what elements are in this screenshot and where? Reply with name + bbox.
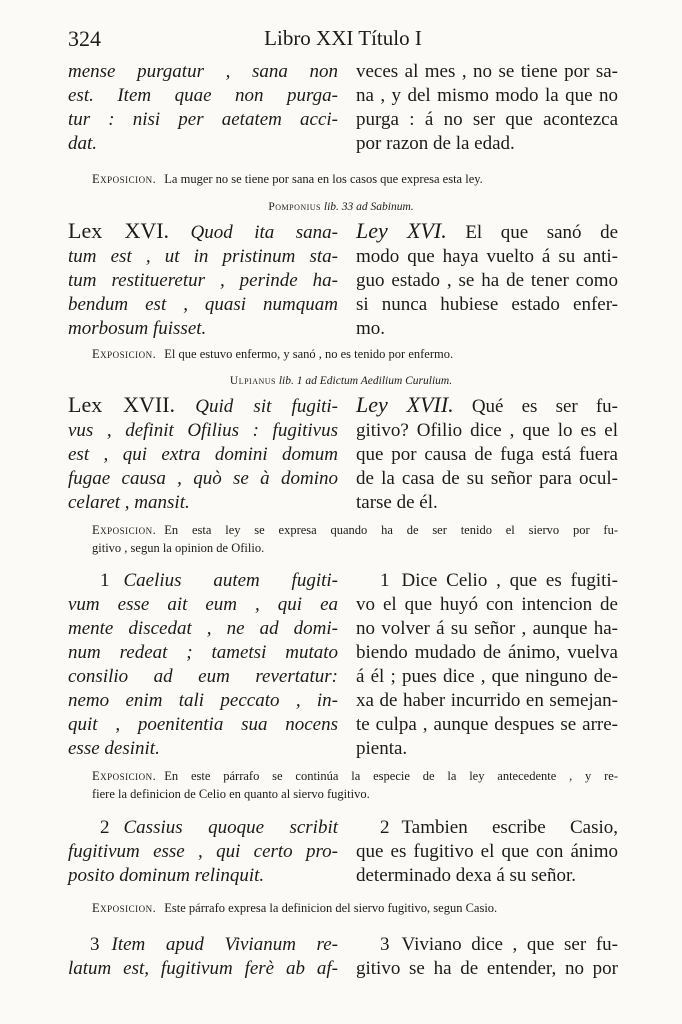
text-line: á él ; pues dice , que ninguno de- [356, 666, 618, 687]
text-line: Quod ita sana- [190, 222, 338, 243]
text-line: que es fugitivo el que con ánimo [356, 841, 618, 862]
ley-number: Ley XVI. [356, 218, 447, 243]
text-line: celaret , mansit. [68, 492, 190, 513]
citation-ref: lib. 1 ad Edictum Aedilium Curulium. [278, 375, 453, 387]
text-line: vus , definit Ofilius : fugitivus [68, 420, 338, 441]
spanish-column [356, 569, 618, 761]
text-line: fugae causa , quò se à domino [68, 468, 338, 489]
text-line: tur : nisi per aetatem acci- [68, 109, 338, 130]
latin-column [68, 60, 338, 156]
text-line: latum est, fugitivum ferè ab af- [68, 958, 338, 979]
text-line: est , qui extra domini domum [68, 444, 338, 465]
paragraph-number: 1 [380, 570, 390, 591]
text-line: mo. [356, 318, 386, 339]
latin-column [68, 933, 338, 981]
text-line: tum restitueretur , perinde ha- [68, 270, 338, 291]
text-line: fugitivum esse , qui certo pro- [68, 841, 338, 862]
page-number: 324 [68, 26, 101, 51]
text-line: que por causa de fuga está fuera [356, 444, 618, 465]
latin-column [68, 569, 338, 761]
text-line: mente discedat , ne ad domi- [68, 618, 338, 639]
text-line: morbosum fuisset. [68, 318, 207, 339]
text-line: gitivo? Ofilio dice , que lo es el [356, 420, 618, 441]
exposicion-label: Exposicion. [92, 347, 157, 361]
latin-column [68, 816, 338, 888]
note-text: La muger no se tiene por sana en los casos que expresa esta ley. [164, 172, 483, 186]
spanish-column [356, 933, 618, 981]
text-line: na , y del mismo modo la que no [356, 85, 618, 106]
text-line: veces al mes , no se tiene por sa- [356, 61, 618, 82]
source-citation [0, 201, 682, 213]
text-line: dat. [68, 133, 98, 154]
exposicion-label: Exposicion. [92, 172, 157, 186]
spanish-column [356, 60, 618, 156]
paragraph-number: 1 [100, 570, 110, 591]
note-text: Este párrafo expresa la definicion del siervo fugitivo, segun Casio. [164, 901, 498, 915]
paragraph-number: 2 [100, 817, 110, 838]
text-line: consilio ad eum revertatur: [68, 666, 338, 687]
text-line: por razon de la edad. [356, 133, 515, 154]
text-line: tarse de él. [356, 492, 438, 513]
note-text: El que estuvo enfermo, y sanó , no es tenido por enfermo. [164, 347, 454, 361]
lex-number: Lex XVII. [68, 392, 176, 417]
text-line: Qué es ser fu- [471, 396, 619, 417]
text-line: pienta. [356, 738, 408, 759]
note-text: En este párrafo se continúa la especie de la ley antecedente , y re- [164, 769, 618, 783]
text-line: guo estado , se ha de tener como [356, 270, 618, 291]
lex-number: Lex XVI. [68, 218, 170, 243]
text-line: quit , poenitentia sua nocens [68, 714, 338, 735]
text-line: vum esse ait eum , qui ea [68, 594, 338, 615]
exposicion-label: Exposicion. [92, 901, 157, 915]
citation-author: Ulpianus [229, 375, 276, 387]
text-line: purga : á no ser que acontezca [356, 109, 618, 130]
exposicion-note [92, 345, 618, 363]
note-text: En esta ley se expresa quando ha de ser tenido el siervo por fu- [164, 523, 618, 537]
text-line: num redeat ; tametsi mutato [68, 642, 338, 663]
spanish-column [356, 393, 618, 515]
citation-author: Pomponius [268, 201, 322, 213]
latin-column [68, 219, 338, 341]
exposicion-label: Exposicion. [92, 769, 157, 783]
paragraph-number: 2 [380, 817, 390, 838]
exposicion-note [92, 521, 618, 557]
paragraph-number: 3 [90, 934, 100, 955]
text-line: modo que haya vuelto á su anti- [356, 246, 618, 267]
text-line: si nunca hubiese estado enfer- [356, 294, 618, 315]
text-line: biendo mudado de ánimo, vuelva [356, 642, 618, 663]
text-line: Viviano dice , que ser fu- [401, 934, 618, 955]
exposicion-note [92, 899, 618, 917]
latin-column [68, 393, 338, 515]
text-line: Quid sit fugiti- [195, 396, 338, 417]
note-text: gitivo , segun la opinion de Ofilio. [92, 541, 265, 555]
text-line: posito dominum relinquit. [68, 865, 265, 886]
text-line: determinado dexa á su señor. [356, 865, 577, 886]
text-line: vo el que huyó con intencion de [356, 594, 618, 615]
text-line: no volver á su señor , aunque ha- [356, 618, 618, 639]
running-title: Libro XXI Título I [264, 26, 422, 50]
text-line: gitivo se ha de entender, no por [356, 958, 618, 979]
text-line: mense purgatur , sana non [68, 61, 338, 82]
exposicion-note [92, 767, 618, 803]
text-line: Caelius autem fugiti- [123, 570, 338, 591]
text-line: Cassius quoque scribit [123, 817, 338, 838]
text-line: Tambien escribe Casio, [401, 817, 618, 838]
text-line: de la casa de su señor para ocul- [356, 468, 618, 489]
citation-ref: lib. 33 ad Sabinum. [323, 201, 414, 213]
page-header [68, 26, 618, 54]
text-line: est. Item quae non purga- [68, 85, 338, 106]
text-line: nemo enim tali peccato , in- [68, 690, 338, 711]
text-line: esse desinit. [68, 738, 160, 759]
paragraph-number: 3 [380, 934, 390, 955]
exposicion-note [92, 170, 618, 188]
text-line: Item apud Vivianum re- [111, 934, 338, 955]
spanish-column [356, 816, 618, 888]
text-line: tum est , ut in pristinum sta- [68, 246, 338, 267]
exposicion-label: Exposicion. [92, 523, 157, 537]
note-text: fiere la definicion de Celio en quanto al siervo fugitivo. [92, 787, 370, 801]
text-line: El que sanó de [465, 222, 619, 243]
text-line: Dice Celio , que es fugiti- [401, 570, 618, 591]
source-citation [0, 375, 682, 387]
text-line: bendum est , quasi numquam [68, 294, 338, 315]
ley-number: Ley XVII. [356, 392, 454, 417]
spanish-column [356, 219, 618, 341]
text-line: xa de haber incurrido en semejan- [356, 690, 618, 711]
text-line: te culpa , aunque despues se arre- [356, 714, 618, 735]
